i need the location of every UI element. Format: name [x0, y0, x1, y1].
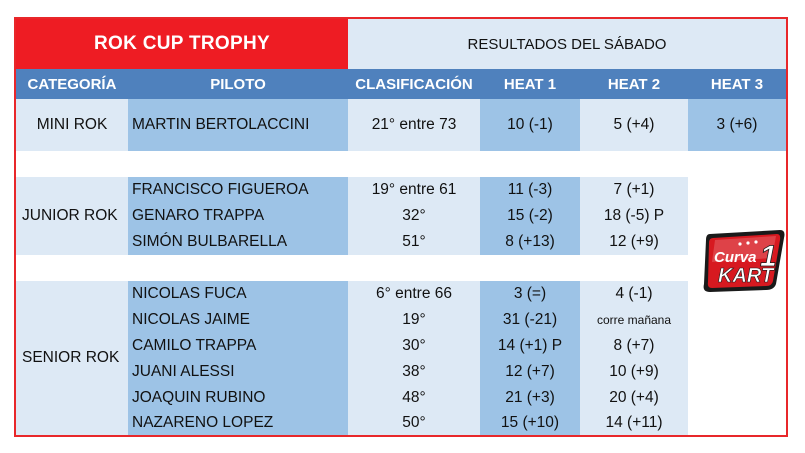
pilot-cell: NICOLAS FUCA — [128, 281, 348, 307]
pilot-cell: FRANCISCO FIGUEROA — [128, 177, 348, 203]
heat2-cell: 8 (+7) — [580, 333, 688, 359]
header-heat2: HEAT 2 — [580, 69, 688, 99]
clasificacion-cell: 50° — [348, 411, 480, 435]
clasificacion-cell: 6° entre 66 — [348, 281, 480, 307]
heat1-cell: 14 (+1) P — [480, 333, 580, 359]
logo-word-kart: KART — [718, 265, 774, 287]
category-senior: SENIOR ROK — [16, 281, 128, 435]
heat1-cell: 15 (+10) — [480, 411, 580, 435]
category-junior: JUNIOR ROK — [16, 177, 128, 255]
heat2-cell: 5 (+4) — [580, 99, 688, 151]
heat2-cell: 4 (-1) — [580, 281, 688, 307]
logo-word-curva: Curva — [714, 249, 757, 266]
pilot-cell: NAZARENO LOPEZ — [128, 411, 348, 435]
heat2-cell: 10 (+9) — [580, 359, 688, 385]
clasificacion-cell: 30° — [348, 333, 480, 359]
header-clasificacion: CLASIFICACIÓN — [348, 69, 480, 99]
curva-kart-logo — [700, 224, 788, 296]
pilot-cell: MARTIN BERTOLACCINI — [128, 99, 348, 151]
heat2-cell: 7 (+1) — [580, 177, 688, 203]
heat1-cell: 31 (-21) — [480, 307, 580, 333]
table-title: ROK CUP TROPHY — [16, 19, 348, 69]
pilot-cell: JUANI ALESSI — [128, 359, 348, 385]
header-heat3: HEAT 3 — [688, 69, 786, 99]
logo-number: 1 — [760, 240, 777, 273]
clasificacion-cell: 19° — [348, 307, 480, 333]
clasificacion-cell: 48° — [348, 385, 480, 411]
heat1-cell: 12 (+7) — [480, 359, 580, 385]
clasificacion-cell: 38° — [348, 359, 480, 385]
heat3-cell: 3 (+6) — [688, 99, 786, 151]
clasificacion-cell: 19° entre 61 — [348, 177, 480, 203]
results-table — [14, 17, 788, 437]
heat1-cell: 21 (+3) — [480, 385, 580, 411]
heat1-cell: 8 (+13) — [480, 229, 580, 255]
clasificacion-cell: 32° — [348, 203, 480, 229]
pilot-cell: NICOLAS JAIME — [128, 307, 348, 333]
heat2-cell: 20 (+4) — [580, 385, 688, 411]
header-heat1: HEAT 1 — [480, 69, 580, 99]
heat1-cell: 3 (=) — [480, 281, 580, 307]
pilot-cell: GENARO TRAPPA — [128, 203, 348, 229]
pilot-cell: SIMÓN BULBARELLA — [128, 229, 348, 255]
heat2-cell: 18 (-5) P — [580, 203, 688, 229]
heat1-cell: 10 (-1) — [480, 99, 580, 151]
heat2-cell: 12 (+9) — [580, 229, 688, 255]
clasificacion-cell: 51° — [348, 229, 480, 255]
pilot-cell: CAMILO TRAPPA — [128, 333, 348, 359]
heat2-cell: corre mañana — [580, 307, 688, 333]
pilot-cell: JOAQUIN RUBINO — [128, 385, 348, 411]
category-mini: MINI ROK — [16, 99, 128, 151]
heat2-cell: 14 (+11) — [580, 411, 688, 435]
heat1-cell: 11 (-3) — [480, 177, 580, 203]
header-categoria: CATEGORÍA — [16, 69, 128, 99]
clasificacion-cell: 21° entre 73 — [348, 99, 480, 151]
header-piloto: PILOTO — [128, 69, 348, 99]
heat1-cell: 15 (-2) — [480, 203, 580, 229]
table-subtitle: RESULTADOS DEL SÁBADO — [348, 19, 786, 69]
